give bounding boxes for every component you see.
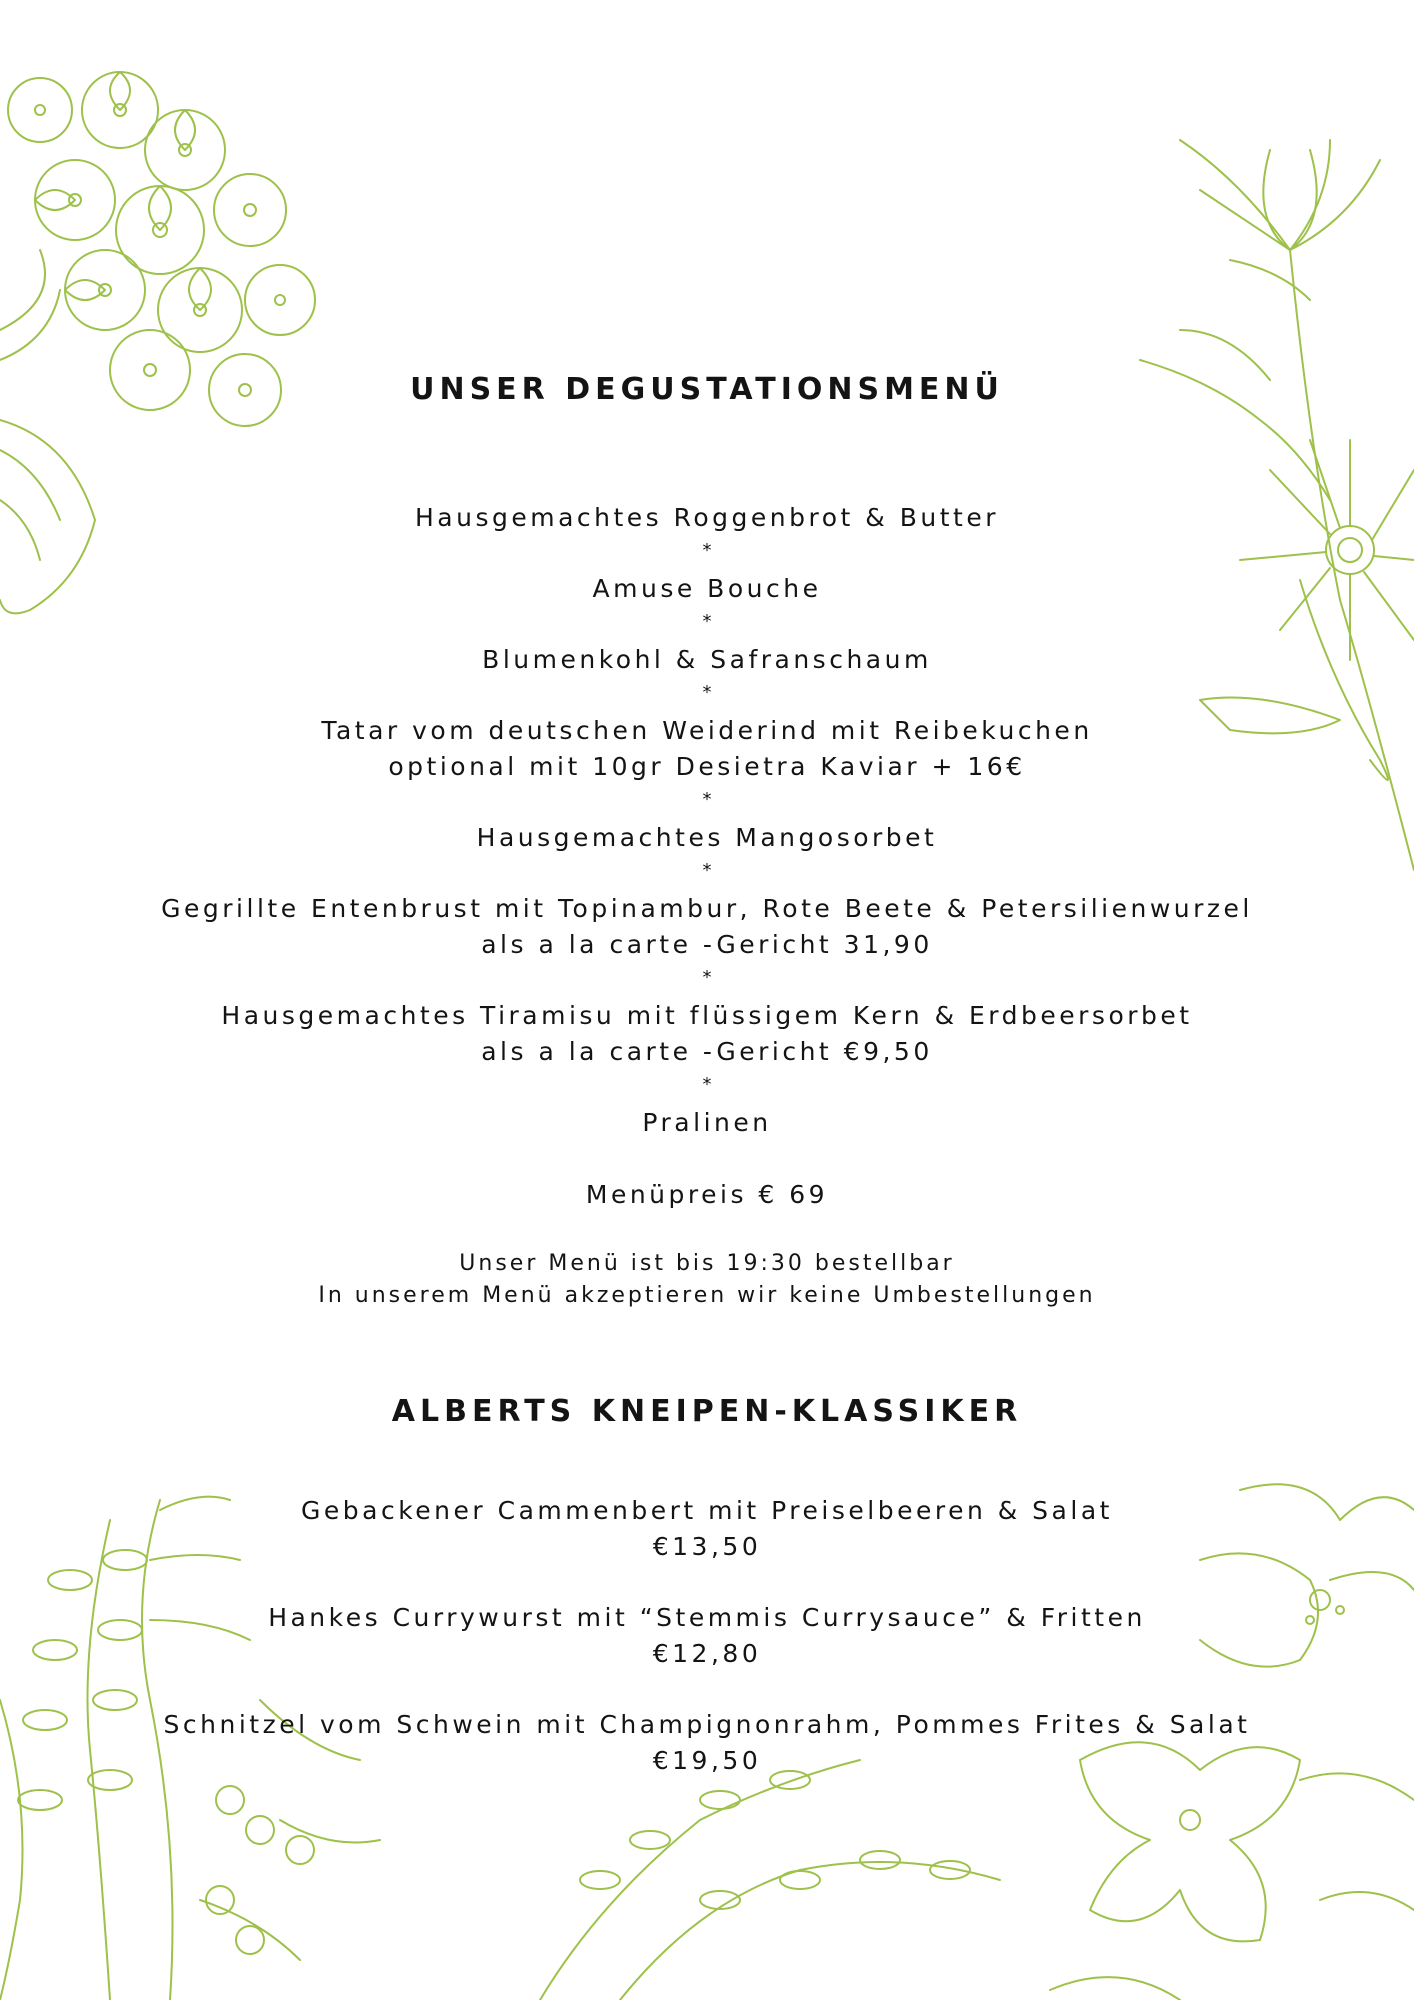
course-separator: * <box>702 967 712 988</box>
course-separator: * <box>702 860 712 881</box>
course-name: Pralinen <box>642 1108 772 1137</box>
course-separator: * <box>702 611 712 632</box>
course-separator: * <box>702 540 712 561</box>
vine-illustration-bottom-center <box>540 1760 1000 2000</box>
course-detail: als a la carte -Gericht €9,50 <box>481 1037 933 1066</box>
course-name: Hausgemachtes Mangosorbet <box>476 823 938 852</box>
course-name: Blumenkohl & Safranschaum <box>482 645 932 674</box>
classic-item-name: Gebackener Cammenbert mit Preiselbeeren & Salat <box>301 1496 1113 1525</box>
course-separator: * <box>702 1074 712 1095</box>
classic-item-price: €19,50 <box>652 1746 762 1775</box>
course-separator: * <box>702 682 712 703</box>
menu-note: In unserem Menü akzeptieren wir keine Umbestellungen <box>318 1283 1096 1308</box>
classics-title: ALBERTS KNEIPEN-KLASSIKER <box>391 1394 1023 1429</box>
classic-item-price: €12,80 <box>652 1639 762 1668</box>
course-separator: * <box>702 789 712 810</box>
classic-item-price: €13,50 <box>652 1532 762 1561</box>
menu-price: Menüpreis € 69 <box>585 1180 829 1209</box>
classic-item-name: Schnitzel vom Schwein mit Champignonrahm, Pommes Frites & Salat <box>163 1710 1251 1739</box>
tasting-menu-title: UNSER DEGUSTATIONSMENÜ <box>410 372 1004 407</box>
course-detail: optional mit 10gr Desietra Kaviar + 16€ <box>388 752 1026 781</box>
course-name: Hausgemachtes Roggenbrot & Butter <box>414 503 999 532</box>
course-name: Tatar vom deutschen Weiderind mit Reibekuchen <box>321 716 1093 745</box>
course-name: Gegrillte Entenbrust mit Topinambur, Rote Beete & Petersilienwurzel <box>161 894 1253 923</box>
course-name: Hausgemachtes Tiramisu mit flüssigem Kern & Erdbeersorbet <box>221 1001 1193 1030</box>
classic-item-name: Hankes Currywurst mit “Stemmis Currysauce” & Fritten <box>268 1603 1146 1632</box>
course-detail: als a la carte -Gericht 31,90 <box>481 930 933 959</box>
course-name: Amuse Bouche <box>592 574 822 603</box>
menu-note: Unser Menü ist bis 19:30 bestellbar <box>459 1251 955 1276</box>
